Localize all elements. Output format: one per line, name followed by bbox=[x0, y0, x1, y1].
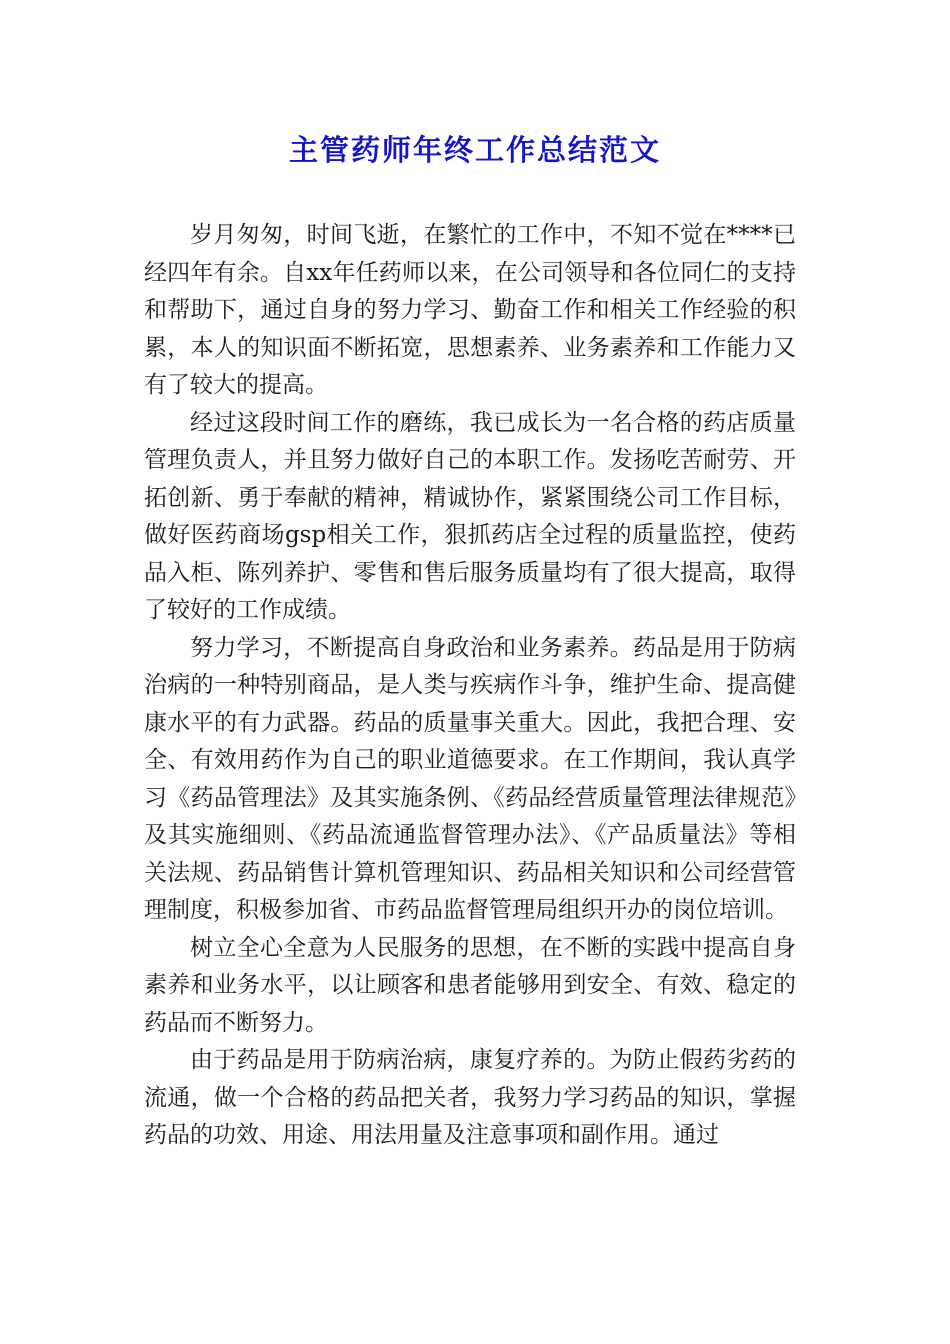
paragraph-4: 树立全心全意为人民服务的思想，在不断的实践中提高自身素养和业务水平，以让顾客和患者能够用到安全、有效、稳定的药品而不断努力。 bbox=[144, 934, 796, 1036]
paragraph-1: 岁月匆匆，时间飞逝，在繁忙的工作中，不知不觉在****已经四年有余。自xx年任药师以来，在公司领导和各位同仁的支持和帮助下，通过自身的努力学习、勤奋工作和相关工作经验的积累，本人的知识面不断拓宽，思想素养、业务素养和工作能力又有了较大的提高。 bbox=[144, 222, 796, 398]
paragraph-5: 由于药品是用于防病治病，康复疗养的。为防止假药劣药的流通，做一个合格的药品把关者，我努力学习药品的知识，掌握药品的功效、用途、用法用量及注意事项和副作用。通过 bbox=[144, 1047, 796, 1148]
document-title: 主管药师年终工作总结范文 bbox=[288, 133, 661, 167]
paragraph-3: 努力学习，不断提高自身政治和业务素养。药品是用于防病治病的一种特别商品，是人类与疾病作斗争，维护生命、提高健康水平的有力武器。药品的质量事关重大。因此，我把合理、安全、有效用药作为自己的职业道德要求。在工作期间，我认真学习《药品管理法》及其实施条例、《药品经营质量管理法律规范》及其实施细则、《药品流通监督管理办法》、《产品质量法》等相关法规、药品销售计算机管理知识、药品相关知识和公司经营管理制度，积极参加省、市药品监督管理局组织开办的岗位培训。 bbox=[144, 634, 796, 923]
document-body bbox=[144, 217, 796, 1155]
paragraph-2: 经过这段时间工作的磨练，我已成长为一名合格的药店质量管理负责人，并且努力做好自己的本职工作。发扬吃苦耐劳、开拓创新、勇于奉献的精神，精诚协作，紧紧围绕公司工作目标，做好医药商场gsp相关工作，狠抓药店全过程的质量监控，使药品入柜、陈列养护、零售和售后服务质量均有了很大提高，取得了较好的工作成绩。 bbox=[144, 409, 796, 623]
